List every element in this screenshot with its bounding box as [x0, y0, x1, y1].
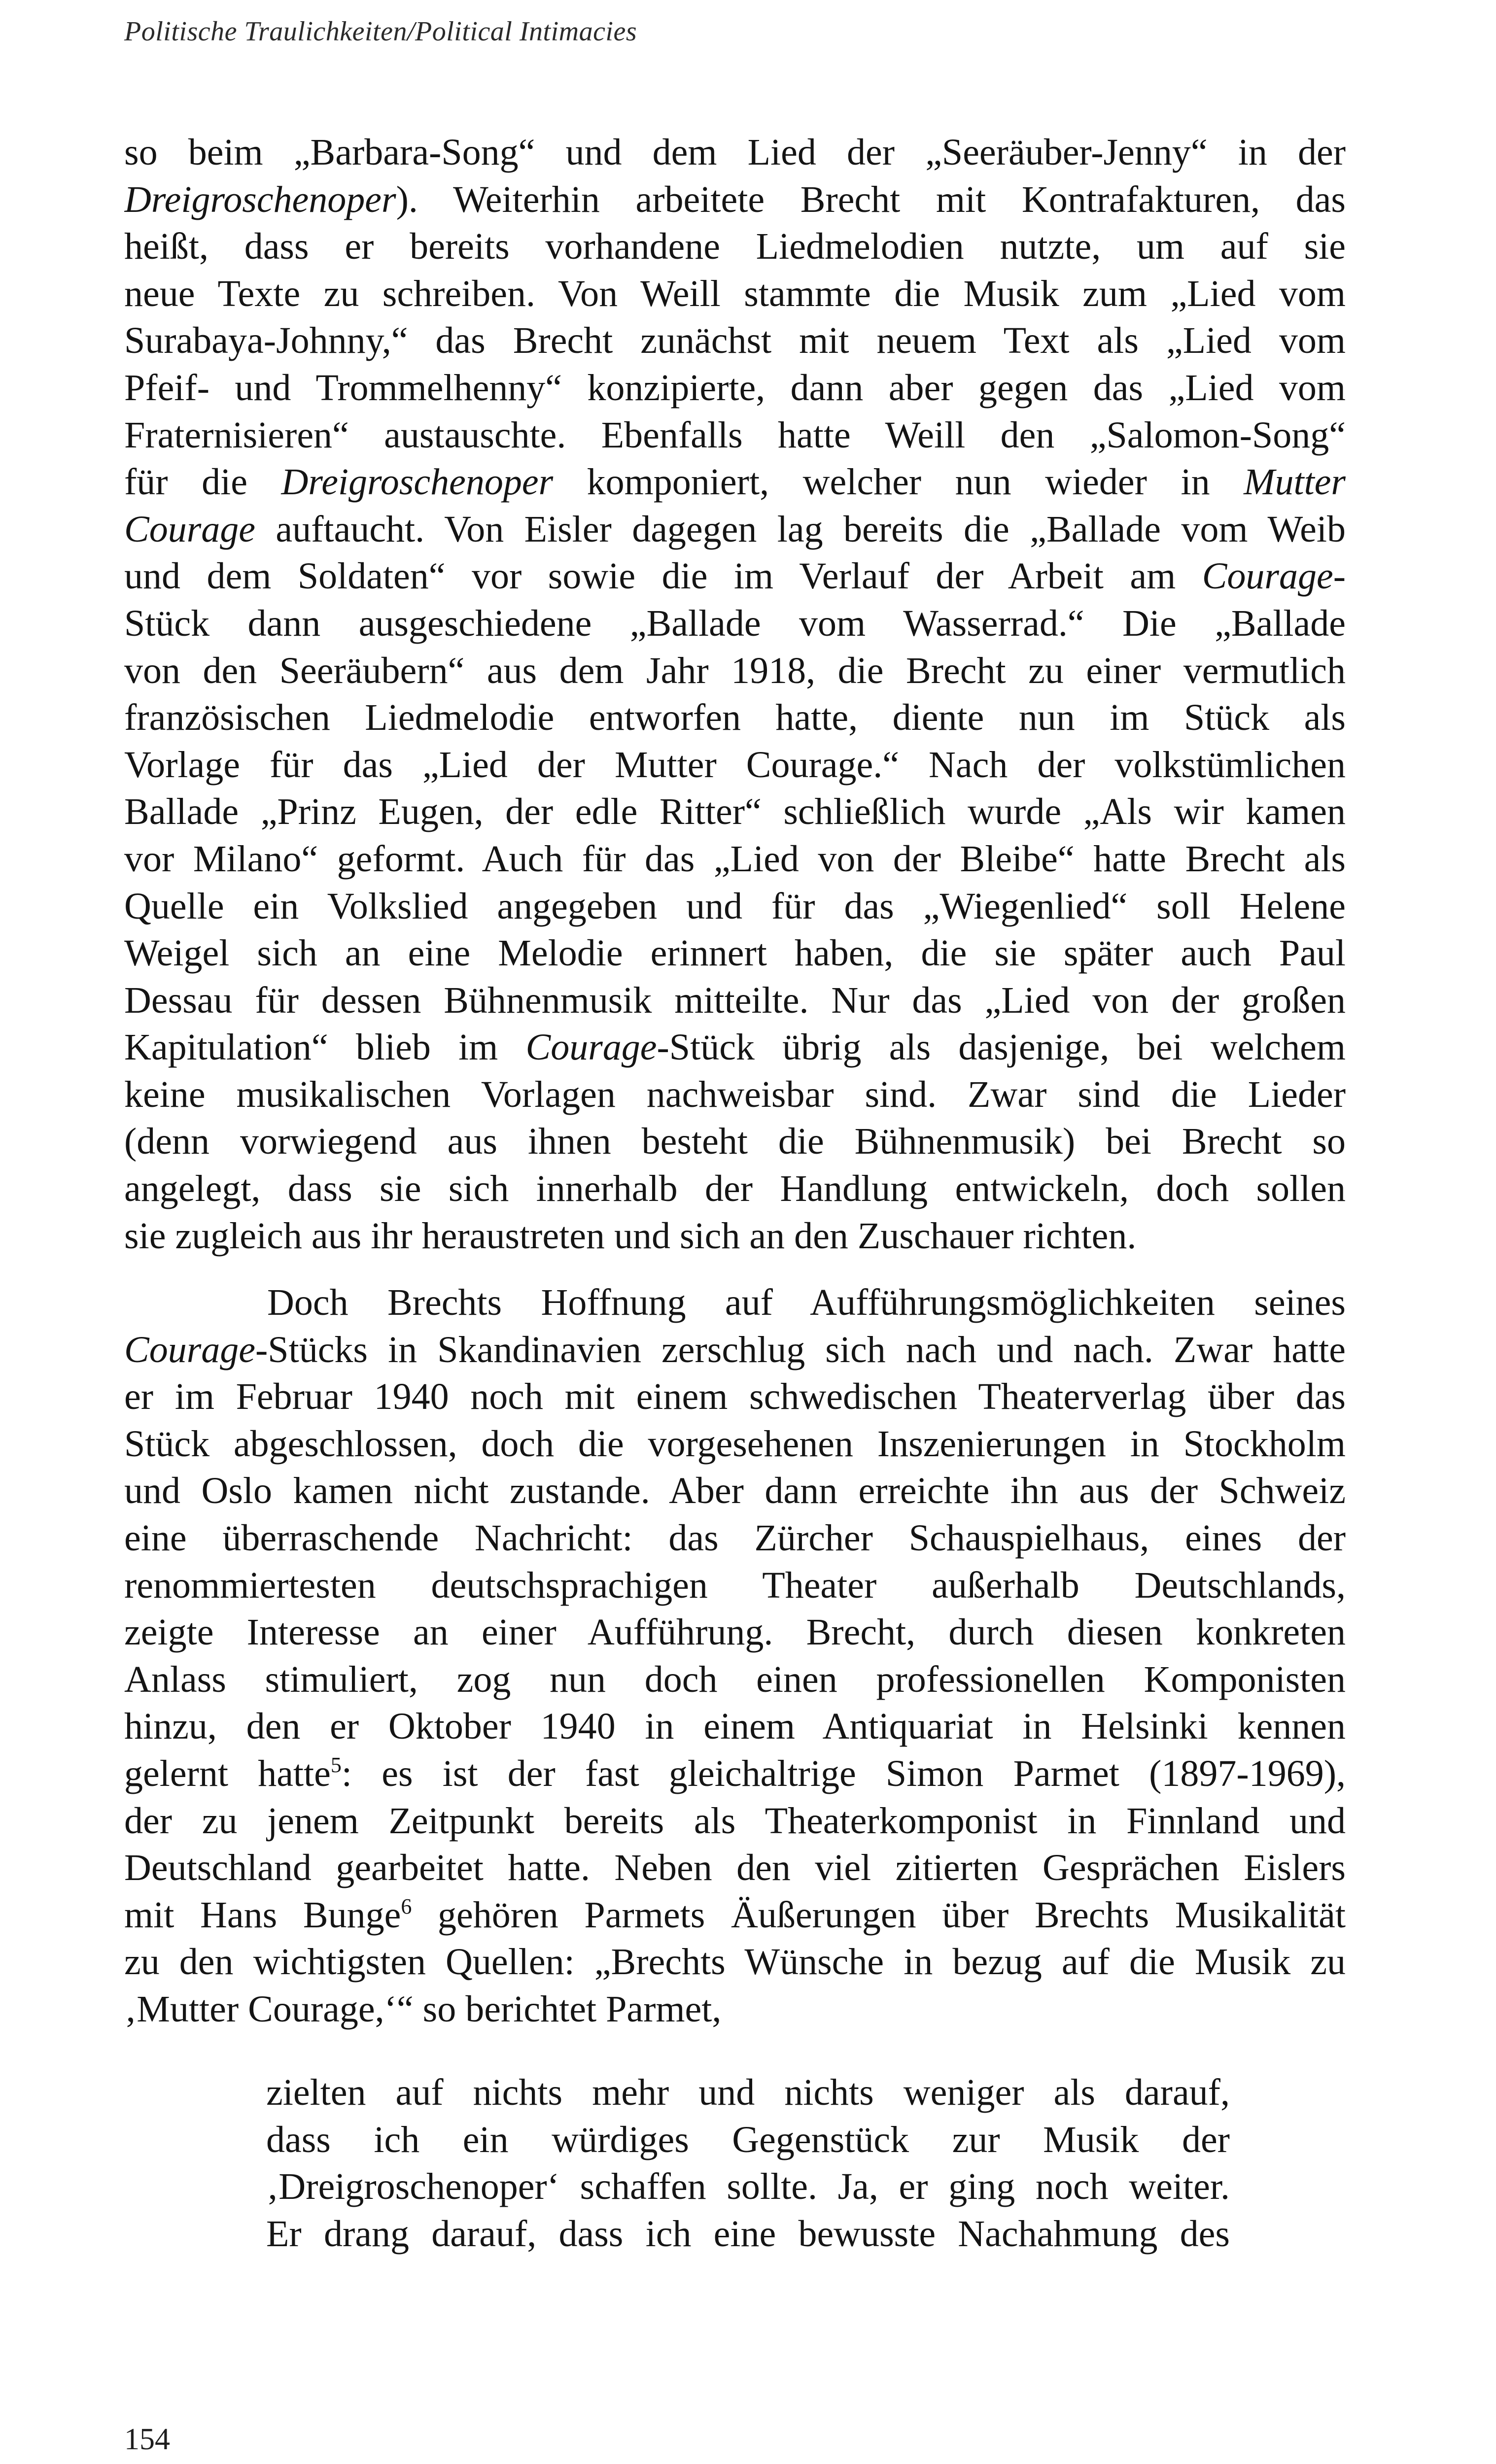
text-line: von den Seeräubern“ aus dem Jahr 1918, die Brecht zu einer vermutlich [124, 650, 1346, 691]
text-line: französischen Liedmelodie entworfen hatte, diente nun im Stück als [124, 697, 1346, 739]
italic-title: Courage [124, 1329, 255, 1370]
text-line: heißt, dass er bereits vorhandene Liedmelodien nutzte, um auf sie [124, 226, 1346, 268]
quote-line: Er drang darauf, dass ich eine bewusste Nachahmung des [266, 2213, 1230, 2255]
text-line: Pfeif- und Trommelhenny“ konzipierte, dann aber gegen das „Lied vom [124, 367, 1346, 409]
footnote-marker[interactable]: 5 [330, 1752, 342, 1777]
italic-title: Courage [1202, 555, 1333, 597]
body-paragraph-2 [124, 1279, 1346, 2033]
text-fragment: gelernt hatte [124, 1752, 331, 1794]
italic-title: Courage [525, 1027, 657, 1068]
text-line: er im Februar 1940 noch mit einem schwedischen Theaterverlag über das [124, 1376, 1346, 1418]
text-line-italic-title: Dreigroschenoper). Weiterhin arbeitete Brecht mit Kontrafakturen, das [124, 178, 1346, 220]
text-line-indented: Doch Brechts Hoffnung auf Aufführungsmöglichkeiten seines [267, 1282, 1346, 1323]
italic-title: Mutter [1244, 461, 1346, 503]
italic-title: Dreigroschenoper [124, 178, 396, 220]
text-line: Deutschland gearbeitet hatte. Neben den viel zitierten Gesprächen Eislers [124, 1847, 1346, 1889]
text-line-italic-title: Kapitulation“ blieb im Courage-Stück übrig als dasjenige, bei welchem [124, 1027, 1346, 1068]
text-line-italic-title: Courage auftaucht. Von Eisler dagegen lag bereits die „Ballade vom Weib [124, 508, 1346, 550]
text-line-italic-title: für die Dreigroschenoper komponiert, welcher nun wieder in Mutter [124, 461, 1346, 503]
text-line: Surabaya-Johnny,“ das Brecht zunächst mit neuem Text als „Lied vom [124, 320, 1346, 362]
text-line: der zu jenem Zeitpunkt bereits als Theaterkomponist in Finnland und [124, 1800, 1346, 1842]
text-line: so beim „Barbara-Song“ und dem Lied der „Seeräuber-Jenny“ in der [124, 132, 1346, 173]
text-line: Stück abgeschlossen, doch die vorgesehenen Inszenierungen in Stockholm [124, 1423, 1346, 1465]
text-fragment: gehören Parmets Äußerungen über Brechts Musikalität [412, 1894, 1346, 1936]
running-header: Politische Traulichkeiten/Political Intimacies [124, 16, 637, 47]
body-paragraph-1 [124, 129, 1346, 1260]
text-line: eine überraschende Nachricht: das Zürcher Schauspielhaus, eines der [124, 1517, 1346, 1559]
text-line-italic-title: und dem Soldaten“ vor sowie die im Verlauf der Arbeit am Courage- [124, 555, 1346, 597]
text-fragment: mit Hans Bunge [124, 1894, 401, 1936]
text-line: vor Milano“ geformt. Auch für das „Lied von der Bleibe“ hatte Brecht als [124, 838, 1346, 880]
italic-title: Courage [124, 508, 255, 550]
footnote-marker[interactable]: 6 [401, 1894, 412, 1918]
text-line: angelegt, dass sie sich innerhalb der Handlung entwickeln, doch sollen [124, 1168, 1346, 1210]
text-line: sie zugleich aus ihr heraustreten und sich an den Zuschauer richten. [124, 1215, 1137, 1257]
text-line: Vorlage für das „Lied der Mutter Courage.“ Nach der volkstümlichen [124, 744, 1346, 786]
quote-line: dass ich ein würdiges Gegenstück zur Musik der [266, 2119, 1230, 2160]
block-quote [266, 2069, 1230, 2258]
text-line: Stück dann ausgeschiedene „Ballade vom Wasserrad.“ Die „Ballade [124, 602, 1346, 644]
text-line: Ballade „Prinz Eugen, der edle Ritter“ schließlich wurde „Als wir kamen [124, 791, 1346, 833]
text-line-italic-title: Courage-Stücks in Skandinavien zerschlug sich nach und nach. Zwar hatte [124, 1329, 1346, 1370]
text-line: (denn vorwiegend aus ihnen besteht die Bühnenmusik) bei Brecht so [124, 1121, 1346, 1163]
text-line: Fraternisieren“ austauschte. Ebenfalls hatte Weill den „Salomon-Song“ [124, 414, 1346, 456]
text-fragment: : es ist der fast gleichaltrige Simon Parmet (1897-1969), [341, 1752, 1346, 1794]
text-line: Weigel sich an eine Melodie erinnert haben, die sie später auch Paul [124, 932, 1346, 974]
text-line: Anlass stimuliert, zog nun doch einen professionellen Komponisten [124, 1658, 1346, 1700]
text-line: zu den wichtigsten Quellen: „Brechts Wünsche in bezug auf die Musik zu [124, 1941, 1346, 1983]
page-number: 154 [124, 2423, 170, 2456]
text-line: und Oslo kamen nicht zustande. Aber dann erreichte ihn aus der Schweiz [124, 1470, 1346, 1512]
text-line: ‚Mutter Courage,‘“ so berichtet Parmet, [124, 1988, 722, 2030]
quote-line: zielten auf nichts mehr und nichts weniger als darauf, [266, 2072, 1230, 2113]
text-line: renommiertesten deutschsprachigen Theater außerhalb Deutschlands, [124, 1564, 1346, 1606]
text-line: hinzu, den er Oktober 1940 in einem Antiquariat in Helsinki kennen [124, 1706, 1346, 1747]
text-line: neue Texte zu schreiben. Von Weill stammte die Musik zum „Lied vom [124, 273, 1346, 314]
quote-line: ‚Dreigroschenoper‘ schaffen sollte. Ja, er ging noch weiter. [266, 2166, 1230, 2208]
text-line: Dessau für dessen Bühnenmusik mitteilte. Nur das „Lied von der großen [124, 979, 1346, 1021]
italic-title: Dreigroschenoper [281, 461, 554, 503]
text-line: zeigte Interesse an einer Aufführung. Brecht, durch diesen konkreten [124, 1611, 1346, 1653]
text-line: Quelle ein Volkslied angegeben und für das „Wiegenlied“ soll Helene [124, 885, 1346, 927]
text-line: keine musikalischen Vorlagen nachweisbar sind. Zwar sind die Lieder [124, 1073, 1346, 1115]
text-line-with-footnote [124, 1892, 1346, 1939]
text-line-with-footnote [124, 1750, 1346, 1798]
